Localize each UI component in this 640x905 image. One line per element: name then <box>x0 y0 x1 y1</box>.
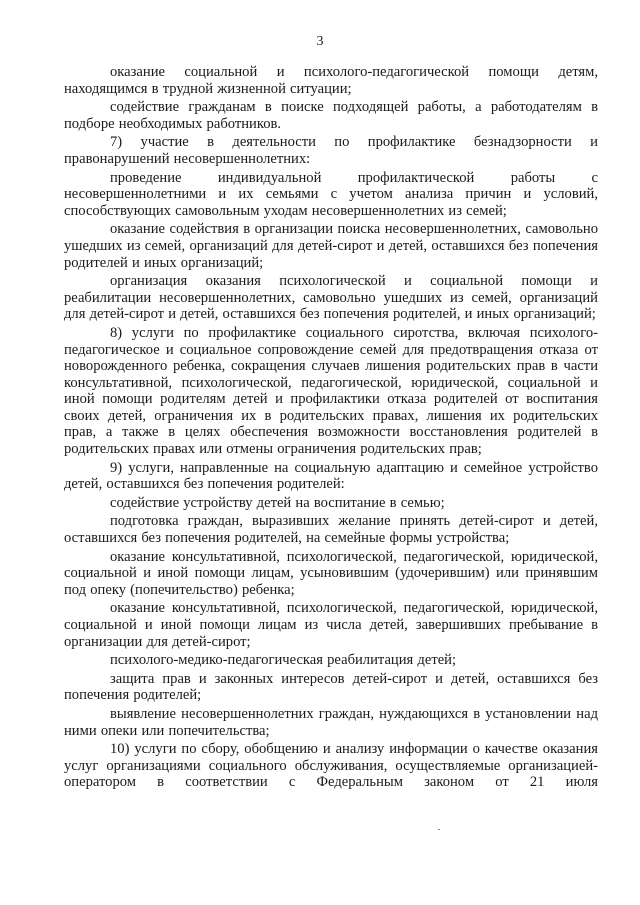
paragraph: защита прав и законных интересов детей-сирот и детей, оставшихся без попечения родителей; <box>64 670 598 704</box>
page-number: 3 <box>316 34 324 49</box>
paragraph: подготовка граждан, выразивших желание принять детей-сирот и детей, оставшихся без попечения родителей, на семейные формы устройства; <box>64 513 598 547</box>
paragraph: 7) участие в деятельности по профилактике безнадзорности и правонарушений несовершеннолетних: <box>64 134 598 167</box>
paragraph: организация оказания психологической и социальной помощи и реабилитации несовершеннолетних, самовольно ушедших из семей, организаций для детей-сирот и детей, оставшихся без попечения родителей, и иных организаций; <box>64 273 598 323</box>
paragraph: содействие устройству детей на воспитание в семью; <box>110 494 445 511</box>
paragraph: оказание содействия в организации поиска несовершеннолетних, самовольно ушедших из семей, организаций для детей-сирот и детей, оставшихся без попечения родителей и иных организаций; <box>64 221 598 271</box>
paragraph: оказание консультативной, психологической, педагогической, юридической, социальной и иной помощи лицам из числа детей, завершивших пребывание в организации для детей-сирот; <box>64 600 598 650</box>
paragraph: оказание социальной и психолого-педагогической помощи детям, находящимся в трудной жизненной ситуации; <box>64 64 598 97</box>
paragraph: психолого-медико-педагогическая реабилитация детей; <box>110 652 457 669</box>
paragraph: содействие гражданам в поиске подходящей работы, а работодателям в подборе необходимых работников. <box>64 99 598 132</box>
paragraph: 10) услуги по сбору, обобщению и анализу информации о качестве оказания услуг организациями социального обслуживания, осуществляемые организацией-оператором в соответствии с Федеральным законом от 21 июля <box>64 741 598 791</box>
paragraph: 8) услуги по профилактике социального сиротства, включая психолого-педагогическое и социальное сопровождение семей для предотвращения отказа от новорожденного ребенка, сокращения случаев лишения родительских прав в части консультативной, психологической, педагогической, юридической, социальной и иной помощи родителям детей и профилактики отказа родителей от воспитания своих детей, ограничения их в родительских правах, лишения их родительских прав, а также в целях обеспечения возможности восстановления родителей в родительских правах или отмены ограничения родительских прав; <box>64 324 598 458</box>
paragraph: оказание консультативной, психологической, педагогической, юридической, социальной и иной помощи лицам, усыновившим (удочерившим) или принявшим под опеку (попечительство) ребенка; <box>64 548 598 598</box>
paragraph: проведение индивидуальной профилактической работы с несовершеннолетними и их семьями с учетом анализа причин и условий, способствующих самовольным уходам несовершеннолетних из семей; <box>64 169 598 219</box>
scan-speck <box>438 829 440 830</box>
document-body <box>64 64 598 793</box>
paragraph: 9) услуги, направленные на социальную адаптацию и семейное устройство детей, оставшихся без попечения родителей: <box>64 459 598 493</box>
paragraph: выявление несовершеннолетних граждан, нуждающихся в установлении над ними опеки или попечительства; <box>64 705 598 739</box>
